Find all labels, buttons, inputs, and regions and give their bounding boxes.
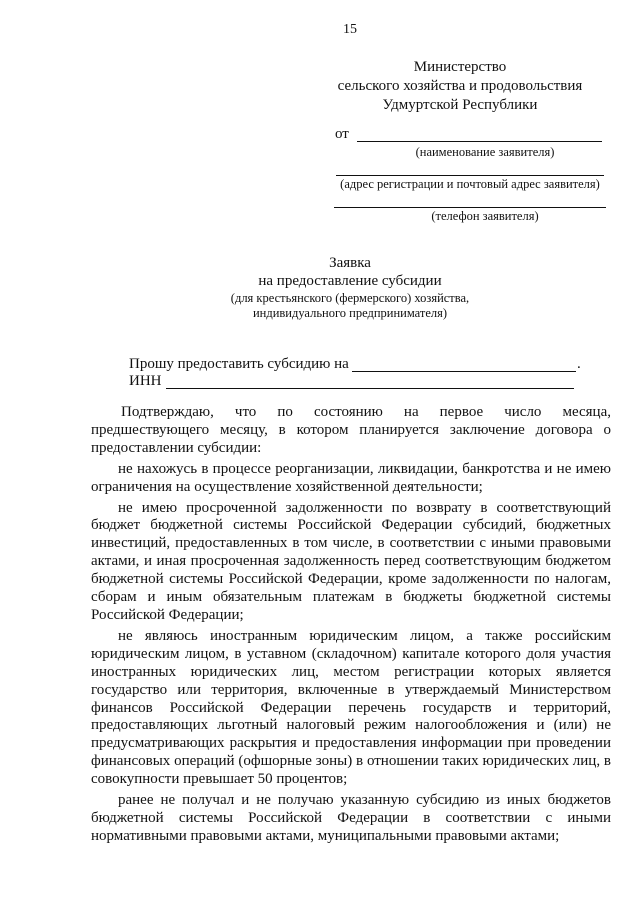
document-body <box>91 404 611 849</box>
applicant-address-caption: (адрес регистрации и почтовый адрес заявителя) <box>340 177 600 191</box>
inn-label: ИНН <box>129 373 162 389</box>
addressee-line-3: Удмуртской Республики <box>382 97 538 113</box>
applicant-address-line <box>336 175 604 176</box>
subsidy-purpose-line <box>352 371 576 372</box>
document-title: Заявка <box>329 255 371 271</box>
document-subtitle: на предоставление субсидии <box>258 273 442 289</box>
applicant-phone-line <box>334 207 606 208</box>
document-subtitle-note-2: индивидуального предпринимателя) <box>252 306 448 320</box>
addressee-line-1: Министерство <box>413 59 507 75</box>
document-subtitle-note-1: (для крестьянского (фермерского) хозяйства, <box>230 291 470 305</box>
paragraph-no-overdue-debt: не имею просроченной задолженности по возврату в соответствующий бюджет бюджетной системы Российской Федерации субсидий, бюджетных инвестиций, предоставленных в том числе, в соответствии с иными правовыми актами, и иная просроченная задолженность перед соответствующим бюджетом бюджетной системы Российской Федерации, кроме задолженности по налогам, сборам и иным обязательным платежам в бюджеты бюджетной системы Российской Федерации; <box>91 499 611 623</box>
applicant-name-line <box>357 141 602 142</box>
paragraph-confirmation: Подтверждаю, что по состоянию на первое число месяца, предшествующего месяцу, в котором планируется заключение договора о предоставлении субсидии: <box>91 404 611 456</box>
paragraph-no-other-subsidy: ранее не получал и не получаю указанную субсидию из иных бюджетов бюджетной системы Российской Федерации в соответствии с иными нормативными правовыми актами, муниципальными правовыми актами; <box>91 792 611 844</box>
from-label: от <box>335 126 349 142</box>
page-number: 15 <box>343 22 357 37</box>
paragraph-not-foreign-entity: не являюсь иностранным юридическим лицом, а также российским юридическим лицом, в уставном (складочном) капитале которого доля участия иностранных юридических лиц, местом регистрации которых является государство или территория, включенные в утверждаемый Министерством финансов Российской Федерации перечень государств и территорий, предоставляющих льготный налоговый режим налогообложения и (или) не предусматривающих раскрытия и предоставления информации при проведении финансовых операций (офшорные зоны) в отношении таких юридических лиц, в совокупности превышает 50 процентов; <box>91 627 611 788</box>
applicant-name-caption: (наименование заявителя) <box>415 145 555 159</box>
addressee-line-2: сельского хозяйства и продовольствия <box>337 78 583 94</box>
inn-line <box>166 388 574 389</box>
subsidy-request-period: . <box>577 356 581 372</box>
applicant-phone-caption: (телефон заявителя) <box>431 209 539 223</box>
subsidy-request-label: Прошу предоставить субсидию на <box>129 356 349 372</box>
paragraph-no-reorganization: не нахожусь в процессе реорганизации, ликвидации, банкротства и не имею ограничения на осуществление хозяйственной деятельности; <box>91 460 611 495</box>
